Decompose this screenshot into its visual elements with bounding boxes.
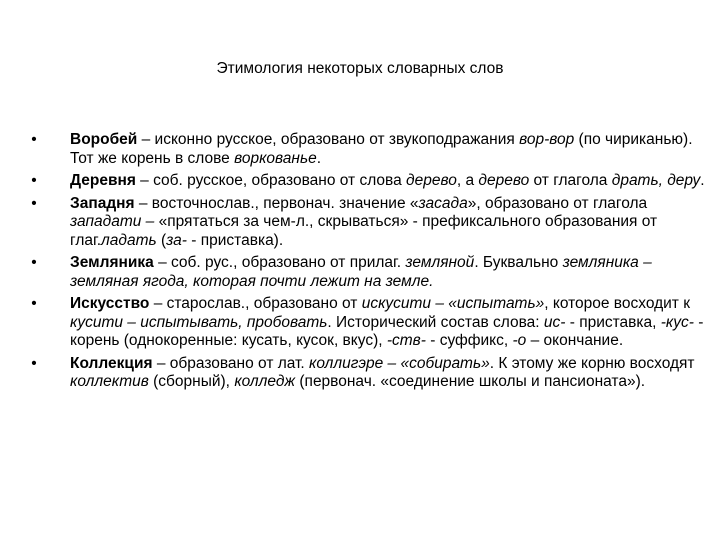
- text-fragment: , которое восходит к: [544, 295, 690, 312]
- text-fragment: – восточнослав., первонач. значение «: [134, 194, 419, 212]
- text-fragment: (сборный),: [148, 373, 235, 390]
- text-fragment: – старослав., образовано от: [149, 295, 362, 312]
- list-item-text: [70, 172, 705, 189]
- text-fragment: - приставка,: [565, 313, 661, 331]
- text-fragment: - приставка).: [186, 231, 284, 249]
- list-item-text: [70, 131, 693, 167]
- text-fragment: », образовано от глагола: [467, 194, 648, 212]
- text-fragment: - корень (однокоренные: кусать, кусок, вкус),: [70, 313, 704, 349]
- italic-fragment: -о: [512, 332, 527, 349]
- italic-fragment: ладать: [101, 231, 157, 249]
- text-fragment: (по чириканью). Тот же корень в слове: [70, 131, 693, 167]
- bullet-icon: •: [31, 254, 37, 271]
- italic-fragment: кусити – испытывать, пробовать: [70, 313, 328, 331]
- italic-fragment: дерево: [478, 172, 530, 189]
- term-word: Искусство: [70, 295, 150, 312]
- term-word: Воробей: [70, 131, 138, 148]
- list-item: [28, 295, 708, 351]
- etymology-list: [28, 131, 708, 392]
- slide-title: Этимология некоторых словарных слов: [216, 60, 504, 77]
- italic-fragment: коллигэре – «собирать»: [309, 354, 490, 372]
- text-fragment: .: [700, 172, 705, 189]
- term-word: Западня: [70, 194, 135, 212]
- list-item: [28, 355, 708, 392]
- list-item: [28, 131, 708, 168]
- italic-fragment: вор-вор: [519, 131, 575, 148]
- text-fragment: – исконно русское, образовано от звукоподражания: [137, 131, 520, 148]
- italic-fragment: искусити – «испытать»: [361, 295, 545, 312]
- text-fragment: (первонач. «соединение школы и пансионата»).: [295, 373, 646, 390]
- term-word: Деревня: [70, 172, 136, 189]
- text-fragment: – соб. рус., образовано от прилаг.: [153, 254, 406, 271]
- text-fragment: – образовано от лат.: [152, 354, 310, 372]
- text-fragment: - суффикс,: [425, 332, 513, 349]
- italic-fragment: драть, деру: [611, 172, 701, 189]
- italic-fragment: коллектив: [70, 373, 149, 390]
- term-word: Земляника: [70, 254, 154, 271]
- italic-fragment: воркованье: [234, 149, 317, 167]
- list-item-text: [70, 195, 657, 249]
- text-fragment: .: [316, 149, 322, 167]
- bullet-icon: •: [31, 295, 37, 312]
- list-item: [28, 254, 708, 291]
- bullet-icon: •: [31, 354, 37, 372]
- italic-fragment: -ств-: [386, 332, 426, 349]
- italic-fragment: колледж: [234, 373, 296, 390]
- list-item-text: [70, 355, 695, 391]
- italic-fragment: засада: [418, 194, 468, 212]
- italic-fragment: дерево: [406, 172, 457, 189]
- italic-fragment: за-: [166, 231, 187, 249]
- italic-fragment: западати –: [70, 213, 159, 230]
- bullet-icon: •: [31, 194, 37, 212]
- text-fragment: (: [156, 231, 167, 249]
- italic-fragment: земляной: [405, 254, 475, 271]
- text-fragment: . Исторический состав слова:: [327, 313, 544, 331]
- list-item: [28, 195, 708, 251]
- list-item-text: [70, 295, 703, 349]
- italic-fragment: -кус-: [660, 313, 694, 331]
- bullet-icon: •: [31, 172, 37, 189]
- text-fragment: . Буквально: [474, 254, 563, 271]
- list-item: [28, 172, 708, 191]
- text-fragment: «прятаться за чем-л., скрываться» - префиксального образования от глаг.: [70, 213, 658, 249]
- list-item-text: [70, 254, 652, 290]
- text-fragment: – окончание.: [526, 332, 624, 349]
- text-fragment: – соб. русское, образовано от слова: [135, 172, 407, 189]
- italic-fragment: земляника – земляная ягода, которая почти лежит на земле.: [70, 254, 652, 290]
- text-fragment: , а: [456, 172, 479, 189]
- term-word: Коллекция: [70, 354, 153, 372]
- bullet-icon: •: [31, 131, 37, 148]
- italic-fragment: ис-: [543, 313, 566, 331]
- text-fragment: от глагола: [529, 172, 612, 189]
- text-fragment: . К этому же корню восходят: [489, 354, 695, 372]
